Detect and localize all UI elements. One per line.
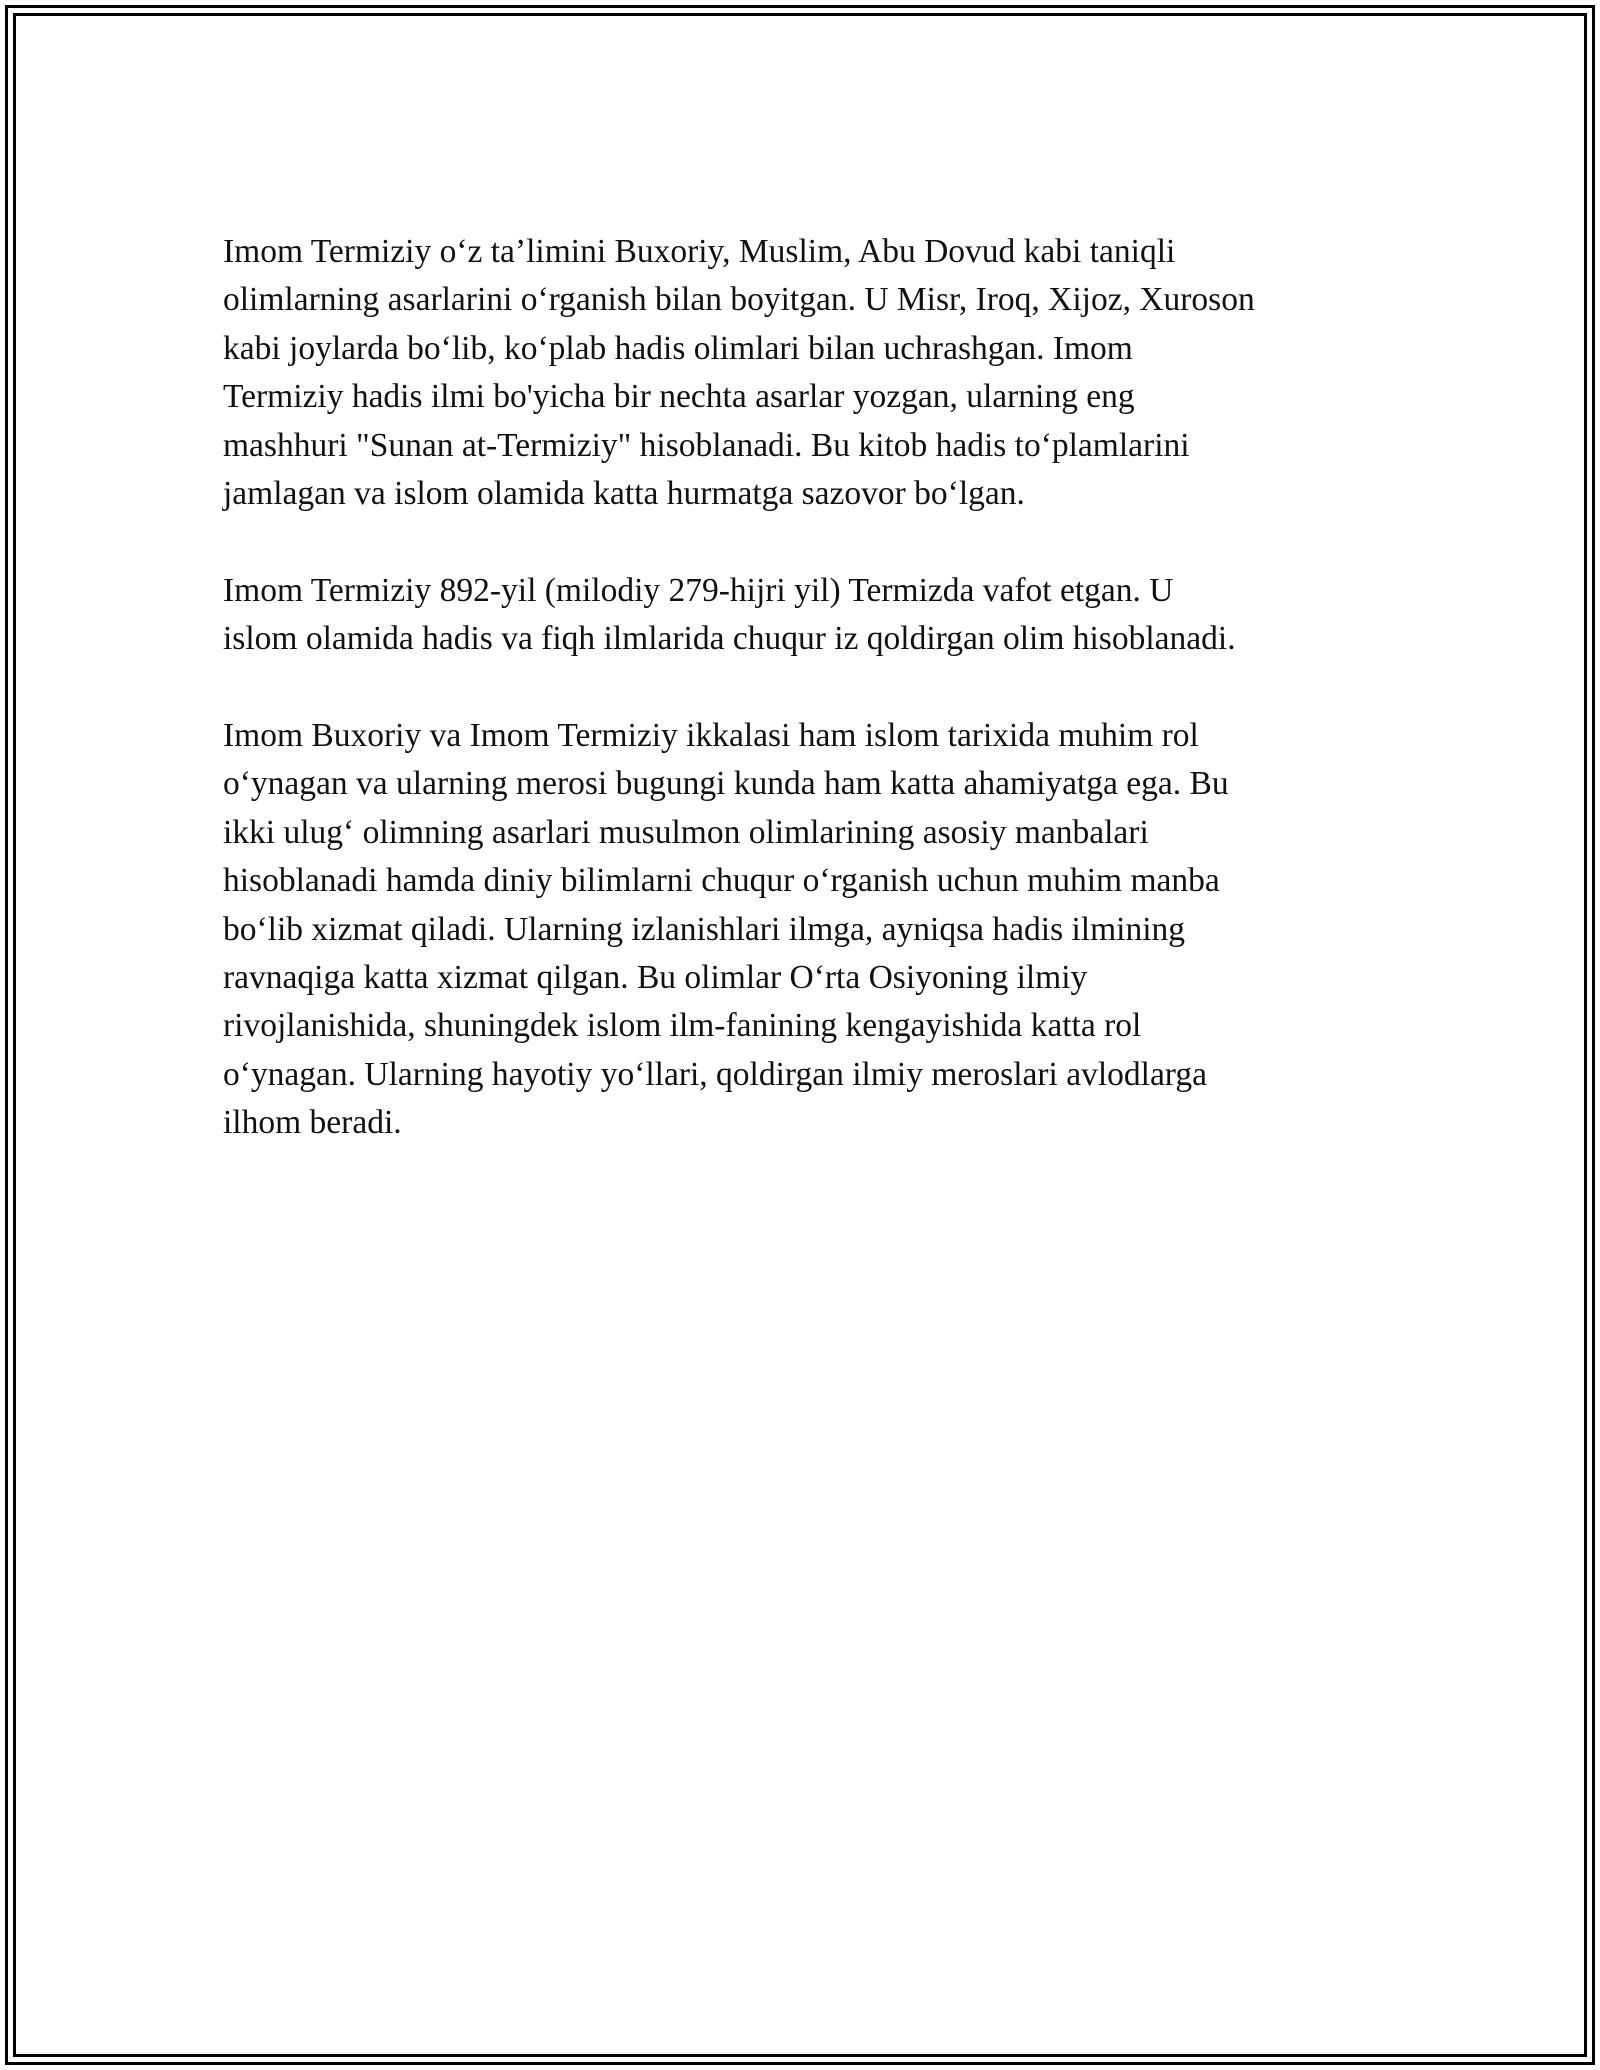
text-line: o‘ynagan. Ularning hayotiy yo‘llari, qoldirgan ilmiy meroslari avlodlarga bbox=[223, 1055, 1207, 1093]
text-line: ilhom beradi. bbox=[223, 1104, 402, 1142]
paragraph-3 bbox=[223, 712, 1373, 1148]
text-line: kabi joylarda bo‘lib, ko‘plab hadis olimlari bilan uchrashgan. Imom bbox=[223, 329, 1133, 367]
text-line: ravnaqiga katta xizmat qilgan. Bu olimlar O‘rta Osiyoning ilmiy bbox=[223, 959, 1088, 997]
text-line: Imom Termiziy o‘z ta’limini Buxoriy, Muslim, Abu Dovud kabi taniqli bbox=[223, 233, 1176, 270]
paragraph-1 bbox=[223, 228, 1373, 518]
text-line: jamlagan va islom olamida katta hurmatga sazovor bo‘lgan. bbox=[223, 475, 1025, 513]
text-line: rivojlanishida, shuningdek islom ilm-fanining kengayishida katta rol bbox=[223, 1007, 1142, 1045]
text-line: Termiziy hadis ilmi bo'yicha bir nechta asarlar yozgan, ularning eng bbox=[223, 378, 1135, 416]
text-line: bo‘lib xizmat qiladi. Ularning izlanishlari ilmga, ayniqsa hadis ilmining bbox=[223, 910, 1186, 948]
text-line: Imom Termiziy 892-yil (milodiy 279-hijri yil) Termizda vafot etgan. U bbox=[223, 571, 1174, 609]
text-line: Imom Buxoriy va Imom Termiziy ikkalasi ham islom tarixida muhim rol bbox=[223, 717, 1199, 755]
text-line: mashhuri "Sunan at-Termiziy" hisoblanadi. Bu kitob hadis to‘plamlarini bbox=[223, 426, 1190, 464]
document-body bbox=[223, 228, 1373, 1196]
text-line: hisoblanadi hamda diniy bilimlarni chuqur o‘rganish uchun muhim manba bbox=[223, 862, 1220, 900]
text-line: ikki ulug‘ olimning asarlari musulmon olimlarining asosiy manbalari bbox=[223, 813, 1149, 851]
text-line: islom olamida hadis va fiqh ilmlarida chuqur iz qoldirgan olim hisoblanadi. bbox=[223, 620, 1236, 658]
text-line: o‘ynagan va ularning merosi bugungi kunda ham katta ahamiyatga ega. Bu bbox=[223, 765, 1229, 803]
text-line: olimlarning asarlarini o‘rganish bilan boyitgan. U Misr, Iroq, Xijoz, Xuroson bbox=[223, 281, 1255, 319]
paragraph-2 bbox=[223, 567, 1373, 664]
